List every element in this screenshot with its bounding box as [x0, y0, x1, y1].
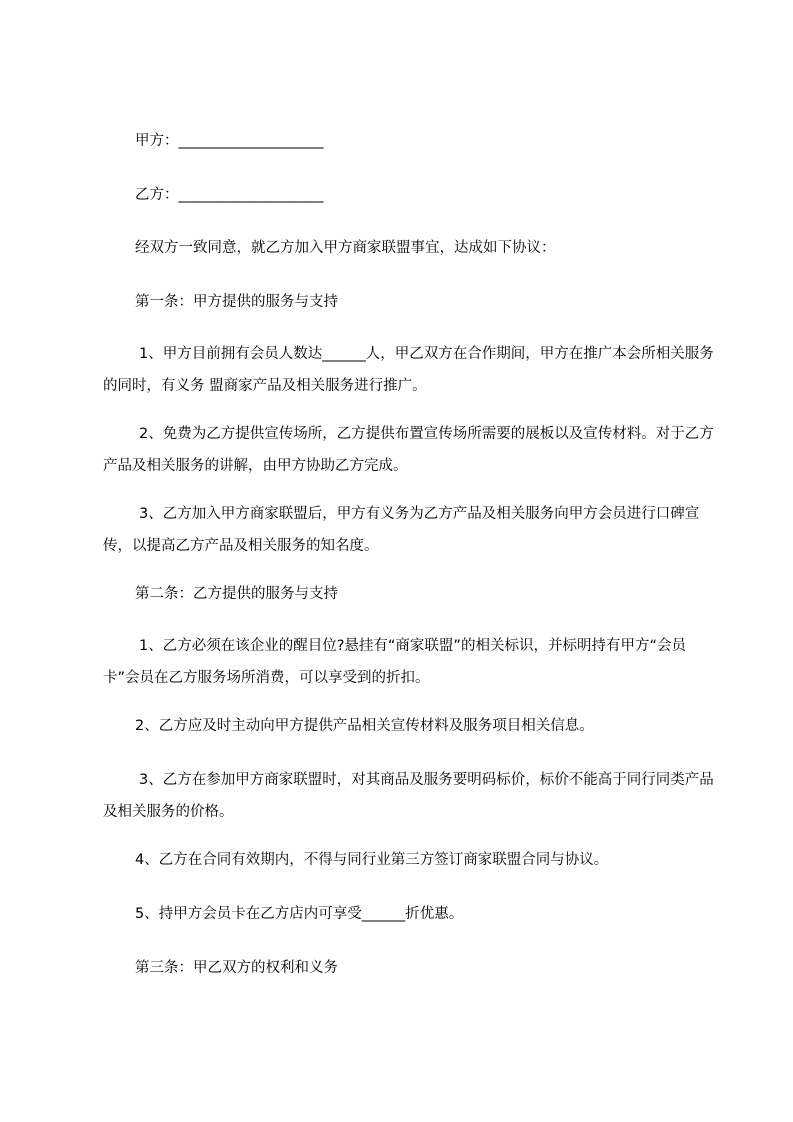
article-3-title: 第三条：甲乙双方的权利和义务: [135, 960, 338, 976]
article-2-item-2: 2、乙方应及时主动向甲方提供产品相关宣传材料及服务项目相关信息。: [135, 718, 594, 734]
article-1-item-1: 1、甲方目前拥有会员人数达______人，甲乙双方在合作期间，甲方在推广本会所相关服务的同时，有义务 盟商家产品及相关服务进行推广。: [103, 346, 714, 394]
article-2-title: 第二条：乙方提供的服务与支持: [135, 586, 338, 602]
article-1-item-2: 2、免费为乙方提供宣传场所，乙方提供布置宣传场所需要的展板以及宣传材料。对于乙方产品及相关服务的讲解，由甲方协助乙方完成。: [103, 426, 714, 474]
article-2-item-1: 1、乙方必须在该企业的醒目位?悬挂有“商家联盟”的相关标识，并标明持有甲方“会员卡”会员在乙方服务场所消费，可以享受到的折扣。: [103, 638, 686, 686]
preamble: 经双方一致同意，就乙方加入甲方商家联盟事宜，达成如下协议：: [135, 240, 556, 256]
article-2-item-4: 4、乙方在合同有效期内，不得与同行业第三方签订商家联盟合同与协议。: [135, 852, 609, 868]
article-1-item-3: 3、乙方加入甲方商家联盟后，甲方有义务为乙方产品及相关服务向甲方会员进行口碑宣传，以提高乙方产品及相关服务的知名度。: [103, 506, 700, 554]
party-a-line: 甲方：____________________: [135, 133, 324, 149]
article-1-title: 第一条：甲方提供的服务与支持: [135, 294, 338, 310]
article-2-item-3: 3、乙方在参加甲方商家联盟时，对其商品及服务要明码标价，标价不能高于同行同类产品及相关服务的价格。: [103, 772, 714, 820]
article-2-item-5: 5、持甲方会员卡在乙方店内可享受______折优惠。: [135, 906, 464, 922]
party-b-line: 乙方：____________________: [135, 187, 324, 203]
